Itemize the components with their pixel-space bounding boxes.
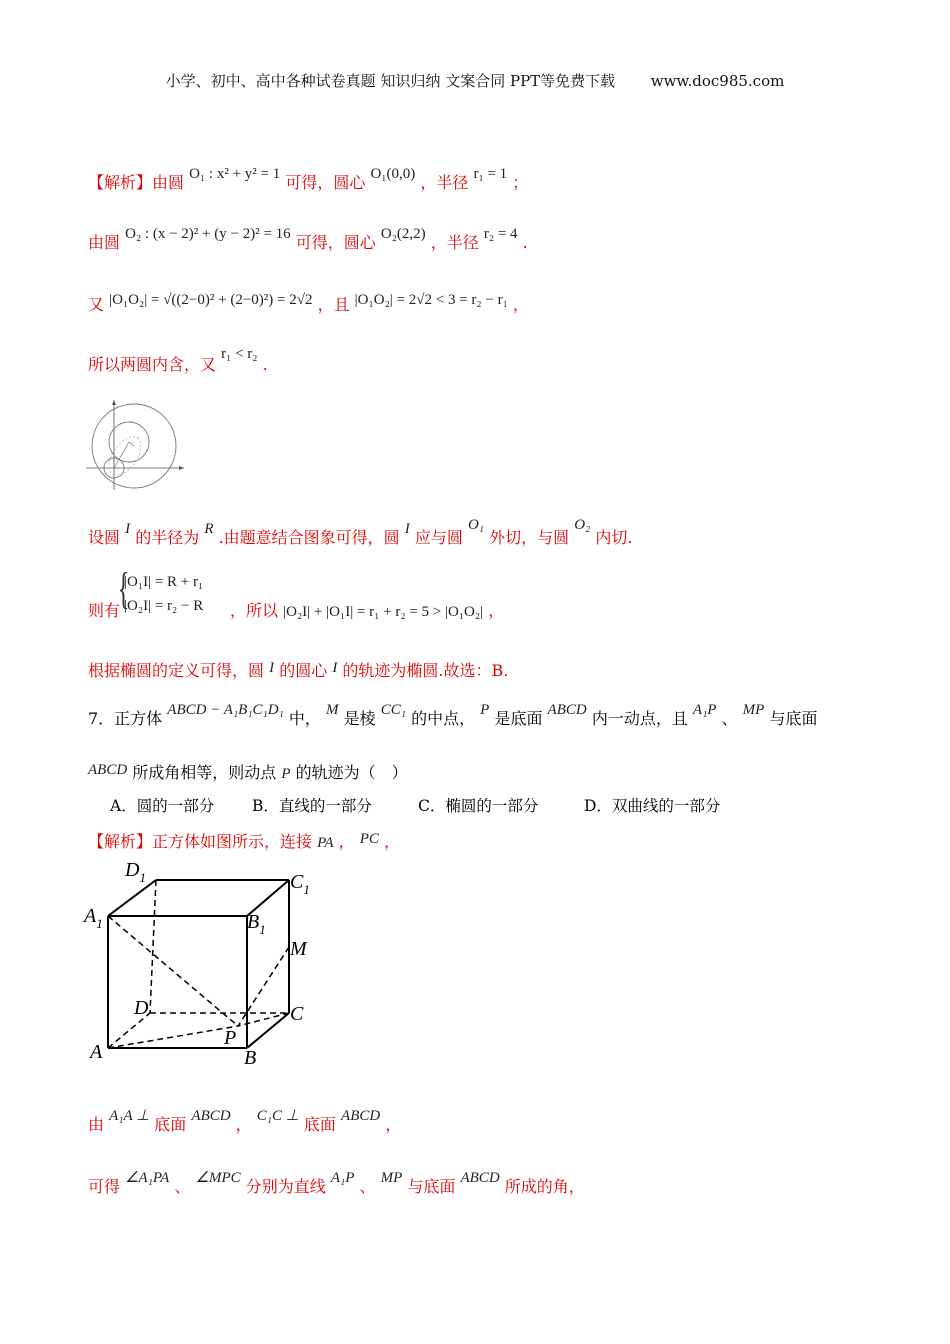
text: 由圆	[88, 233, 121, 252]
math-circle-o1: O₁ : x² + y² = 1	[189, 166, 281, 182]
math-i: I	[404, 521, 410, 537]
math-i: I	[332, 660, 338, 676]
label-p: P	[224, 1027, 237, 1049]
math-a1p: A₁P	[692, 702, 717, 718]
label-b1: $B_1$	[247, 911, 266, 937]
math-radius-r2: r₂ = 4	[483, 226, 518, 242]
system-brace: {	[117, 564, 130, 613]
math-mp: MP	[742, 702, 765, 718]
math-center-o1: O₁(0,0)	[370, 166, 416, 182]
text: ；	[512, 173, 529, 192]
text: 所成的角，	[504, 1177, 585, 1196]
text: ，	[338, 832, 355, 851]
analysis-tag: 【解析】正方体如图所示，连接	[88, 832, 313, 851]
text: 所成角相等，则动点	[132, 763, 277, 782]
text: 、	[174, 1177, 191, 1196]
question-7-line-1	[88, 702, 818, 729]
option-d: D．双曲线的一部分	[584, 797, 721, 815]
segment-pa	[108, 1026, 238, 1048]
math-angle-a1pa: ∠A₁PA	[125, 1170, 170, 1186]
text: ，	[235, 1115, 252, 1134]
math-o2: O₂	[574, 517, 591, 533]
analysis-line-4	[88, 346, 268, 375]
label-a1: $A_1$	[84, 905, 103, 931]
math-angle-mpc: ∠MPC	[195, 1170, 241, 1186]
math-r1-lt-r2: r₁ < r₂	[221, 346, 258, 362]
math-cc1: CC₁	[380, 702, 406, 718]
math-o1: O₁	[467, 517, 485, 533]
circles-figure	[84, 398, 188, 492]
text: .由题意结合图象可得，圆	[218, 528, 400, 547]
segment-o2-i	[129, 442, 134, 446]
text: ，半径	[430, 233, 479, 252]
text: 的圆心	[279, 661, 328, 680]
analysis-line-5	[88, 517, 633, 548]
segment-o1-i	[114, 442, 129, 468]
analysis-line-6	[230, 598, 504, 621]
text: 分别为直线	[245, 1177, 326, 1196]
math-mp: MP	[380, 1170, 403, 1186]
text: ，	[488, 601, 505, 620]
text: 的轨迹为（ ）	[295, 763, 408, 782]
y-arrow	[112, 400, 116, 405]
label-a: A	[90, 1041, 103, 1063]
text: .	[262, 355, 268, 374]
header-url: www.doc985.com	[650, 72, 785, 90]
header-text: 小学、初中、高中各种试卷真题 知识归纳 文案合同 PPT等免费下载	[165, 72, 616, 90]
analysis-line-3	[88, 292, 529, 315]
analysis-line-1	[88, 166, 529, 193]
text: ，	[385, 1115, 402, 1134]
math-m: M	[326, 702, 339, 718]
text: .	[522, 233, 528, 252]
math-p: P	[281, 766, 291, 782]
option-b: B．直线的一部分	[252, 797, 372, 815]
math-abcd: ABCD	[88, 762, 128, 778]
system-eq-1: |O₁I| = R + r₁	[124, 574, 204, 590]
text: 外切，与圆	[489, 528, 570, 547]
text: 、	[721, 709, 738, 728]
text: 中，	[288, 709, 321, 728]
math-radius-r1: r₁ = 1	[473, 166, 508, 182]
text: 的中点，	[411, 709, 476, 728]
text: 内切.	[595, 528, 633, 547]
text: 是底面	[494, 709, 543, 728]
analysis-line-2	[88, 226, 528, 253]
math-distance: |O₁O₂| = √((2−0)² + (2−0)²) = 2√2	[109, 292, 313, 308]
label-b: B	[244, 1047, 257, 1069]
segment-mp	[238, 947, 289, 1026]
x-arrow	[179, 466, 184, 470]
math-a1a-perp: A₁A ⊥	[109, 1108, 150, 1124]
text: ，半径	[420, 173, 469, 192]
text: 则有	[88, 601, 121, 620]
text: 的半径为	[135, 528, 200, 547]
math-abcd: ABCD	[547, 702, 587, 718]
math-r: R	[204, 521, 214, 537]
math-abcd: ABCD	[191, 1108, 231, 1124]
text: ，且	[317, 295, 350, 314]
analysis-tag: 【解析】由圆	[88, 173, 185, 192]
math-circle-o2: O₂ : (x − 2)² + (y − 2)² = 16	[125, 226, 291, 242]
text: 应与圆	[414, 528, 463, 547]
math-cube: ABCD − A₁B₁C₁D₁	[167, 702, 284, 718]
option-a: A．圆的一部分	[110, 797, 215, 815]
text: ，所以	[230, 601, 279, 620]
text: 、	[359, 1177, 376, 1196]
label-d: D	[134, 997, 149, 1019]
label-c: C	[290, 1003, 304, 1025]
edge-a1d1	[108, 880, 156, 916]
text: 与底面	[769, 709, 818, 728]
text: 底面	[154, 1115, 187, 1134]
math-a1p: A₁P	[330, 1170, 355, 1186]
math-abcd: ABCD	[341, 1108, 381, 1124]
text: 又	[88, 295, 105, 314]
text: 底面	[303, 1115, 336, 1134]
math-i: I	[269, 660, 275, 676]
text: 所以两圆内含，又	[88, 355, 217, 374]
text: ，	[383, 832, 400, 851]
analysis-line-10	[88, 1170, 585, 1197]
label-d1: $D_1$	[125, 859, 146, 885]
text: 是棱	[343, 709, 376, 728]
math-p: P	[480, 702, 490, 718]
math-pc: PC	[359, 831, 379, 847]
analysis-line-6-label	[88, 598, 120, 621]
text: 内一动点，且	[591, 709, 688, 728]
question-7-line-2	[88, 760, 408, 783]
cube-figure	[80, 850, 340, 1075]
analysis-line-9	[88, 1108, 402, 1135]
text: 可得，圆心	[285, 173, 366, 192]
math-sum-distance: |O₂I| + |O₁I| = r₁ + r₂ = 5 > |O₁O₂|	[283, 604, 484, 620]
text: 与底面	[407, 1177, 456, 1196]
analysis-line-8	[88, 829, 400, 852]
segment-a1p	[108, 916, 238, 1026]
math-pa: PA	[317, 835, 334, 851]
text: 可得，圆心	[295, 233, 376, 252]
math-abcd: ABCD	[460, 1170, 500, 1186]
page-header	[0, 70, 950, 91]
text: 由	[88, 1115, 105, 1134]
analysis-line-7	[88, 658, 508, 681]
math-i: I	[125, 521, 131, 537]
math-inequality: |O₁O₂| = 2√2 < 3 = r₂ − r₁	[354, 292, 508, 308]
text: ，	[512, 295, 529, 314]
math-c1c-perp: C₁C ⊥	[256, 1108, 299, 1124]
text: 设圆	[88, 528, 121, 547]
system-eq-2: |O₂I| = r₂ − R	[124, 598, 204, 614]
text: 可得	[88, 1177, 121, 1196]
label-m: M	[290, 938, 307, 960]
label-c1: $C_1$	[290, 871, 310, 897]
text: 的轨迹为椭圆.故选：B.	[342, 661, 509, 680]
edge-d1d	[150, 880, 156, 1013]
math-center-o2: O₂(2,2)	[380, 226, 426, 242]
question-number: 7．正方体	[88, 709, 163, 728]
option-c: C．椭圆的一部分	[418, 797, 539, 815]
text: 根据椭圆的定义可得，圆	[88, 661, 265, 680]
